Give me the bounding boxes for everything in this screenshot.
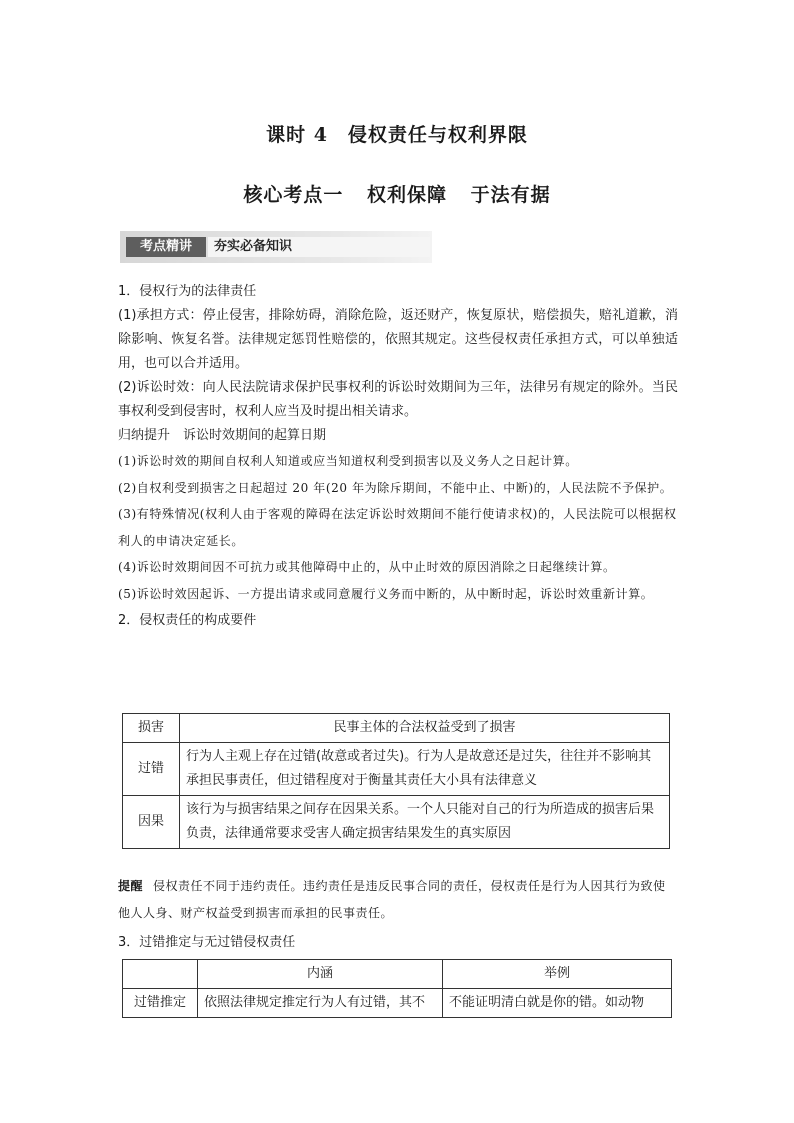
- reminder-label: 提醒: [118, 879, 144, 893]
- paragraph-limitation-period: (2)诉讼时效：向人民法院请求保护民事权利的诉讼时效期间为三年，法律另有规定的除外。当民事权利受到侵害时，权利人应当及时提出相关请求。: [118, 380, 678, 419]
- summary-item: (4)诉讼时效期间因不可抗力或其他障碍中止的，从中止时效的原因消除之日起继续计算。: [118, 560, 616, 574]
- table-cell-key: 过错: [123, 743, 180, 796]
- section-3-heading: 3．过错推定与无过错侵权责任: [118, 935, 296, 950]
- summary-item: (3)有特殊情况(权利人由于客观的障碍在法定诉讼时效期间不能行使请求权)的，人民法院可以根据权利人的申请决定延长。: [118, 507, 677, 548]
- core-point-subtopic: 于法有据: [470, 184, 551, 206]
- table-cell: 不能证明清白就是你的错。如动物: [443, 989, 672, 1018]
- table-header-cell: 内涵: [198, 960, 443, 989]
- table-cell-value: 民事主体的合法权益受到了损害: [180, 714, 670, 743]
- table-cell: 依照法律规定推定行为人有过错，其不: [198, 989, 443, 1018]
- core-point-topic: 权利保障: [366, 184, 447, 206]
- table-cell: 过错推定: [123, 989, 198, 1018]
- table-cell-key: 损害: [123, 714, 180, 743]
- section-banner: [120, 231, 432, 263]
- summary-item: (5)诉讼时效因起诉、一方提出请求或同意履行义务而中断的，从中断时起，诉讼时效重新计算。: [118, 586, 654, 601]
- reminder-note: [118, 873, 678, 926]
- table-header-cell: [123, 960, 198, 989]
- summary-item: (2)自权利受到损害之日起超过 20 年(20 年为除斥期间，不能中止、中断)的，人民法院不予保护。: [118, 480, 673, 495]
- table-cell-value: 行为人主观上存在过错(故意或者过失)。行为人是故意还是过失，往往并不影响其承担民事责任，但过错程度对于衡量其责任大小具有法律意义: [180, 743, 670, 796]
- table-row: [123, 743, 670, 796]
- summary-heading: 归纳提升 诉讼时效期间的起算日期: [118, 428, 327, 443]
- table-cell-key: 因果: [123, 796, 180, 849]
- banner-tag: 考点精讲: [126, 237, 206, 257]
- table-row: [123, 796, 670, 849]
- section-1: [118, 280, 678, 633]
- paragraph-liability-methods: (1)承担方式：停止侵害，排除妨碍，消除危险，返还财产，恢复原状，赔偿损失，赔礼道歉，消除影响、恢复名誉。法律规定惩罚性赔偿的，依照其规定。这些侵权责任承担方式，可以单独适用，也可以合并适用。: [118, 308, 678, 371]
- tort-elements-table: [122, 713, 670, 849]
- core-point-number: 核心考点一: [243, 184, 344, 206]
- summary-item: (1)诉讼时效的期间自权利人知道或应当知道权利受到损害以及义务人之日起计算。: [118, 454, 578, 468]
- section-2-heading: 2．侵权责任的构成要件: [118, 613, 257, 628]
- table-row: [123, 714, 670, 743]
- section-1-heading: 1．侵权行为的法律责任: [118, 284, 257, 299]
- reminder-text: 侵权责任不同于违约责任。违约责任是违反民事合同的责任，侵权责任是行为人因其行为致使他人人身、财产权益受到损害而承担的民事责任。: [118, 879, 666, 920]
- core-point-title: [0, 180, 794, 207]
- lesson-title: 课时 4 侵权责任与权利界限: [266, 124, 528, 146]
- table-row: [123, 989, 672, 1018]
- table-cell-value: 该行为与损害结果之间存在因果关系。一个人只能对自己的行为所造成的损害后果负责，法律通常要求受害人确定损害结果发生的真实原因: [180, 796, 670, 849]
- fault-presumption-table: [122, 959, 672, 1018]
- banner-subtitle: 夯实必备知识: [208, 237, 430, 257]
- table-header-cell: 举例: [443, 960, 672, 989]
- table-header-row: [123, 960, 672, 989]
